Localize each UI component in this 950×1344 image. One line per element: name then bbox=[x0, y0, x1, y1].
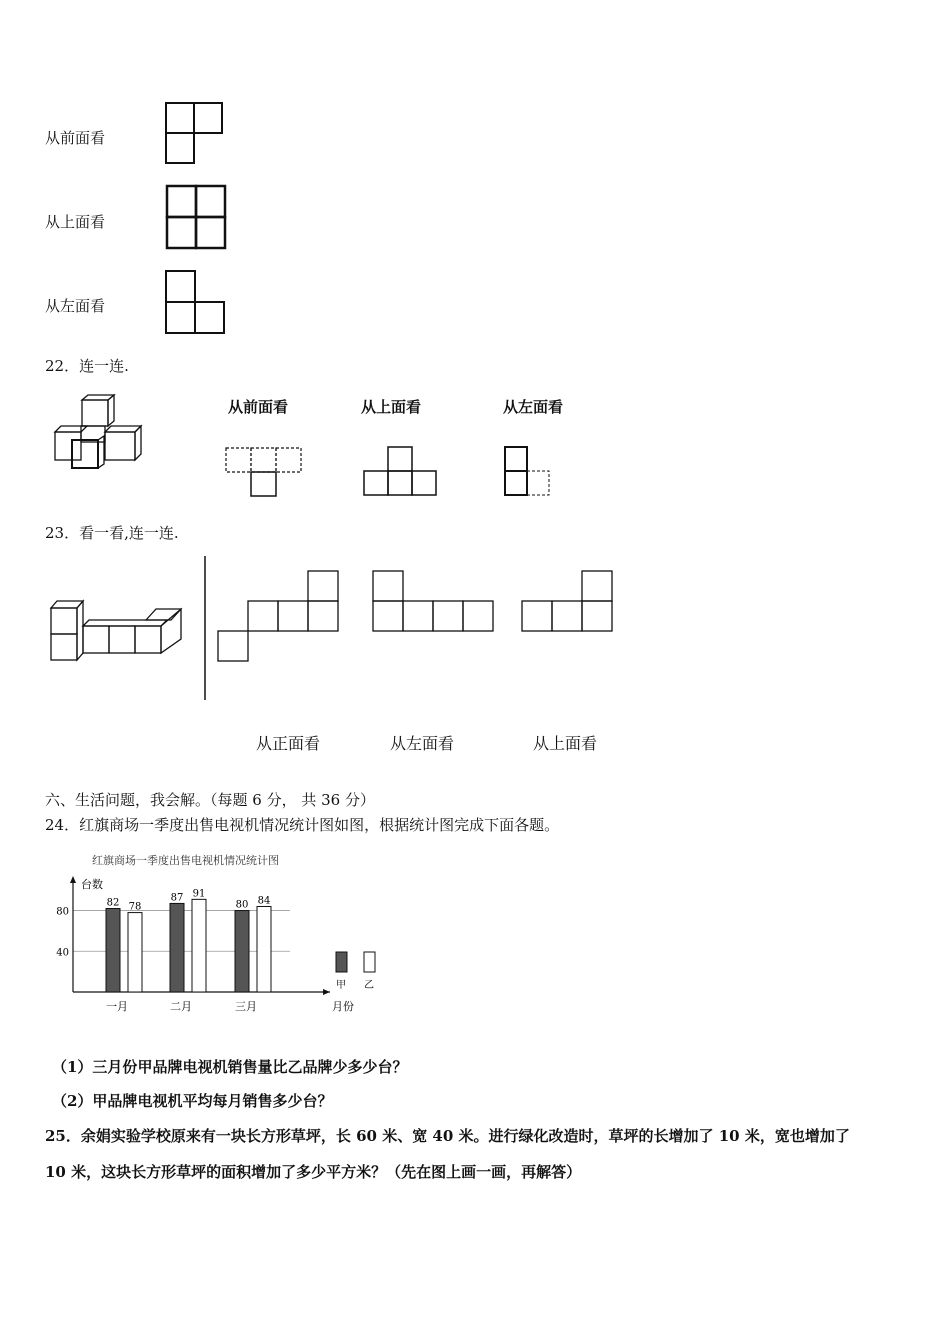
q23-label-left: 从左面看 bbox=[390, 734, 455, 753]
q23-divider-line bbox=[203, 556, 207, 702]
q21-top-view-figure bbox=[160, 181, 232, 253]
q23-view-option-1 bbox=[216, 568, 342, 664]
q22-label-top: 从上面看 bbox=[361, 398, 422, 416]
q23-title: 23．看一看,连一连. bbox=[45, 524, 179, 542]
q22-left-view-figure bbox=[500, 444, 556, 500]
y-tick-label: 80 bbox=[56, 906, 69, 918]
view-label-front: 从前面看 bbox=[45, 129, 106, 147]
q21-front-view-figure bbox=[160, 98, 230, 170]
legend-label: 乙 bbox=[364, 980, 374, 991]
x-tick-label: 二月 bbox=[170, 1000, 192, 1013]
bar-乙-一月 bbox=[128, 913, 142, 992]
q21-left-view-figure bbox=[160, 266, 232, 338]
y-tick-label: 40 bbox=[56, 947, 69, 959]
legend-swatch-乙 bbox=[364, 952, 375, 972]
bar-甲-三月 bbox=[235, 911, 249, 992]
bar-chart bbox=[40, 870, 400, 1030]
x-tick-label: 三月 bbox=[235, 1000, 257, 1013]
x-tick-label: 一月 bbox=[106, 1000, 128, 1013]
q23-view-option-3 bbox=[520, 568, 616, 634]
y-axis-arrow bbox=[70, 876, 76, 883]
q23-label-top: 从上面看 bbox=[533, 734, 598, 753]
q24-sub1: （1）三月份甲品牌电视机销售量比乙品牌少多少台？ bbox=[52, 1058, 408, 1076]
bar-乙-二月 bbox=[192, 899, 206, 992]
bar-乙-三月 bbox=[257, 906, 271, 992]
q22-top-view-figure bbox=[360, 444, 440, 500]
data-label: 80 bbox=[235, 899, 249, 911]
q23-view-option-2 bbox=[371, 568, 497, 634]
q24-sub2: （2）甲品牌电视机平均每月销售多少台？ bbox=[52, 1092, 333, 1110]
q23-label-front: 从正面看 bbox=[256, 734, 321, 753]
data-label: 84 bbox=[257, 895, 271, 907]
x-axis-arrow bbox=[323, 989, 330, 995]
data-label: 91 bbox=[192, 888, 206, 900]
q22-title: 22．连一连. bbox=[45, 357, 129, 375]
legend-label: 甲 bbox=[336, 980, 346, 991]
view-label-top: 从上面看 bbox=[45, 213, 106, 231]
q22-front-view-figure bbox=[222, 440, 306, 502]
bar-甲-一月 bbox=[106, 909, 120, 992]
chart-title: 红旗商场一季度出售电视机情况统计图 bbox=[92, 854, 279, 867]
x-axis-label: 月份 bbox=[332, 1000, 354, 1013]
data-label: 87 bbox=[170, 892, 184, 904]
q25-line2: 10 米，这块长方形草坪的面积增加了多少平方米？（先在图上画一画，再解答） bbox=[45, 1163, 582, 1181]
section-6-heading: 六、生活问题，我会解。（每题 6 分， 共 36 分） bbox=[45, 791, 375, 809]
view-label-left: 从左面看 bbox=[45, 297, 106, 315]
q25-line1: 25．余娟实验学校原来有一块长方形草坪，长 60 米、宽 40 米。进行绿化改造时，草坪的长增加了 10 米，宽也增加了 bbox=[45, 1127, 850, 1145]
data-label: 78 bbox=[128, 901, 142, 913]
bar-甲-二月 bbox=[170, 903, 184, 992]
q24-title: 24．红旗商场一季度出售电视机情况统计图如图，根据统计图完成下面各题。 bbox=[45, 816, 560, 834]
q22-label-front: 从前面看 bbox=[228, 398, 289, 416]
q22-cube-stack-figure bbox=[50, 392, 160, 474]
data-label: 82 bbox=[106, 897, 120, 909]
q22-label-left: 从左面看 bbox=[503, 398, 564, 416]
legend-swatch-甲 bbox=[336, 952, 347, 972]
q23-cube-row-figure bbox=[46, 596, 188, 666]
y-axis-label: 台数 bbox=[81, 878, 103, 891]
